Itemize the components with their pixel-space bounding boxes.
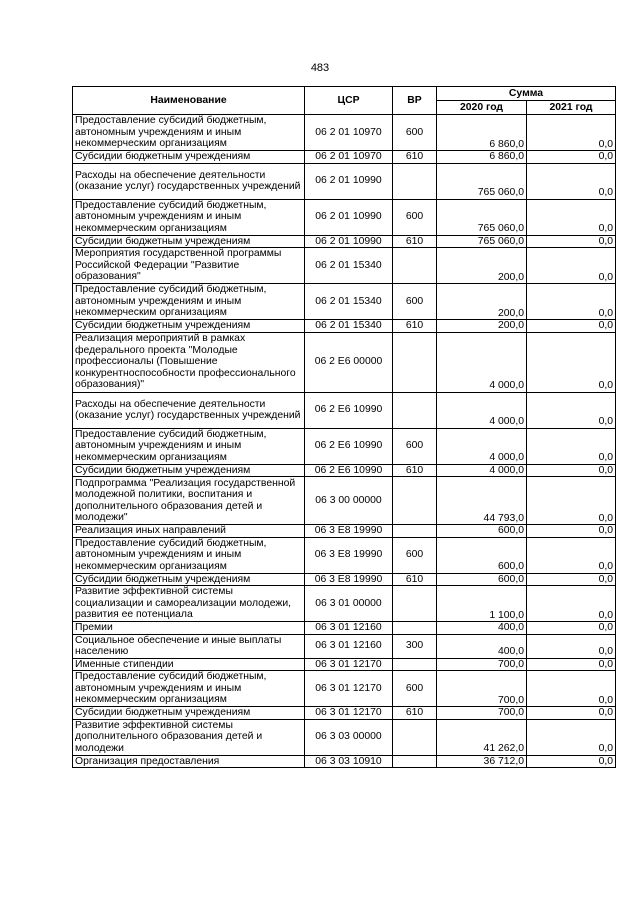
row-code-cell: 06 2 E6 10990 bbox=[305, 464, 393, 477]
table-row bbox=[73, 573, 616, 586]
row-amount-2020-cell: 6 860,0 bbox=[437, 151, 527, 164]
row-amount-2020-cell: 6 860,0 bbox=[437, 115, 527, 151]
table-row bbox=[73, 199, 616, 235]
row-amount-2020-cell: 765 060,0 bbox=[437, 199, 527, 235]
row-vr-cell bbox=[393, 622, 437, 635]
row-name-cell: Расходы на обеспечение деятельности (оказание услуг) государственных учреждений bbox=[73, 163, 305, 199]
row-amount-2020-cell: 700,0 bbox=[437, 707, 527, 720]
table-row bbox=[73, 151, 616, 164]
row-name-cell: Предоставление субсидий бюджетным, автономным учреждениям и иным некоммерческим организациям bbox=[73, 537, 305, 573]
row-vr-cell: 600 bbox=[393, 199, 437, 235]
header-code: ЦСР bbox=[305, 87, 393, 115]
row-name-cell: Премии bbox=[73, 622, 305, 635]
row-vr-cell: 610 bbox=[393, 573, 437, 586]
row-code-cell: 06 3 01 00000 bbox=[305, 586, 393, 622]
row-name-cell: Субсидии бюджетным учреждениям bbox=[73, 320, 305, 333]
row-name-cell: Расходы на обеспечение деятельности (оказание услуг) государственных учреждений bbox=[73, 392, 305, 428]
row-vr-cell bbox=[393, 332, 437, 392]
row-name-cell: Субсидии бюджетным учреждениям bbox=[73, 151, 305, 164]
table-row bbox=[73, 428, 616, 464]
row-code-cell: 06 2 01 10990 bbox=[305, 235, 393, 248]
row-amount-2020-cell: 700,0 bbox=[437, 671, 527, 707]
row-vr-cell: 600 bbox=[393, 671, 437, 707]
row-amount-2021-cell: 0,0 bbox=[527, 284, 616, 320]
row-code-cell: 06 2 E6 00000 bbox=[305, 332, 393, 392]
row-vr-cell: 600 bbox=[393, 115, 437, 151]
row-amount-2021-cell: 0,0 bbox=[527, 115, 616, 151]
row-vr-cell bbox=[393, 477, 437, 525]
row-name-cell: Реализация иных направлений bbox=[73, 525, 305, 538]
row-amount-2021-cell: 0,0 bbox=[527, 151, 616, 164]
row-vr-cell: 600 bbox=[393, 537, 437, 573]
row-vr-cell bbox=[393, 392, 437, 428]
header-year-2021: 2021 год bbox=[527, 101, 616, 115]
row-name-cell: Предоставление субсидий бюджетным, автономным учреждениям и иным некоммерческим организациям bbox=[73, 115, 305, 151]
row-amount-2020-cell: 600,0 bbox=[437, 573, 527, 586]
row-amount-2020-cell: 4 000,0 bbox=[437, 428, 527, 464]
row-amount-2021-cell: 0,0 bbox=[527, 477, 616, 525]
row-vr-cell bbox=[393, 163, 437, 199]
table-row bbox=[73, 719, 616, 755]
row-code-cell: 06 2 01 10970 bbox=[305, 151, 393, 164]
row-amount-2020-cell: 765 060,0 bbox=[437, 163, 527, 199]
row-amount-2020-cell: 600,0 bbox=[437, 537, 527, 573]
row-amount-2021-cell: 0,0 bbox=[527, 573, 616, 586]
row-code-cell: 06 2 01 15340 bbox=[305, 248, 393, 284]
row-amount-2020-cell: 1 100,0 bbox=[437, 586, 527, 622]
row-code-cell: 06 3 01 12170 bbox=[305, 671, 393, 707]
row-amount-2020-cell: 200,0 bbox=[437, 284, 527, 320]
row-vr-cell: 300 bbox=[393, 634, 437, 658]
row-amount-2020-cell: 4 000,0 bbox=[437, 464, 527, 477]
row-amount-2021-cell: 0,0 bbox=[527, 622, 616, 635]
row-amount-2021-cell: 0,0 bbox=[527, 235, 616, 248]
header-year-2020: 2020 год bbox=[437, 101, 527, 115]
row-code-cell: 06 3 03 00000 bbox=[305, 719, 393, 755]
row-amount-2021-cell: 0,0 bbox=[527, 719, 616, 755]
table-row bbox=[73, 622, 616, 635]
row-amount-2021-cell: 0,0 bbox=[527, 671, 616, 707]
table-row bbox=[73, 525, 616, 538]
row-name-cell: Развитие эффективной системы дополнительного образования детей и молодежи bbox=[73, 719, 305, 755]
row-name-cell: Реализация мероприятий в рамках федерального проекта "Молодые профессионалы (Повышение конкурентноспособности профессионального образования)" bbox=[73, 332, 305, 392]
row-code-cell: 06 3 01 12160 bbox=[305, 622, 393, 635]
row-vr-cell bbox=[393, 658, 437, 671]
row-name-cell: Развитие эффективной системы социализации и самореализации молодежи, развития ее потенциала bbox=[73, 586, 305, 622]
table-row bbox=[73, 320, 616, 333]
row-vr-cell: 610 bbox=[393, 320, 437, 333]
row-vr-cell: 610 bbox=[393, 707, 437, 720]
row-name-cell: Социальное обеспечение и иные выплаты населению bbox=[73, 634, 305, 658]
row-amount-2021-cell: 0,0 bbox=[527, 428, 616, 464]
row-amount-2021-cell: 0,0 bbox=[527, 707, 616, 720]
row-code-cell: 06 2 01 15340 bbox=[305, 284, 393, 320]
row-vr-cell bbox=[393, 719, 437, 755]
row-amount-2021-cell: 0,0 bbox=[527, 332, 616, 392]
table-row bbox=[73, 115, 616, 151]
table-row bbox=[73, 537, 616, 573]
row-code-cell: 06 3 03 10910 bbox=[305, 755, 393, 768]
row-code-cell: 06 3 01 12160 bbox=[305, 634, 393, 658]
header-vr: ВР bbox=[393, 87, 437, 115]
table-row bbox=[73, 477, 616, 525]
row-amount-2021-cell: 0,0 bbox=[527, 464, 616, 477]
row-amount-2020-cell: 400,0 bbox=[437, 634, 527, 658]
row-amount-2020-cell: 41 262,0 bbox=[437, 719, 527, 755]
row-name-cell: Организация предоставления bbox=[73, 755, 305, 768]
row-vr-cell bbox=[393, 248, 437, 284]
table-row bbox=[73, 332, 616, 392]
row-amount-2021-cell: 0,0 bbox=[527, 199, 616, 235]
row-code-cell: 06 2 01 10990 bbox=[305, 199, 393, 235]
table-row bbox=[73, 671, 616, 707]
row-vr-cell: 610 bbox=[393, 464, 437, 477]
row-name-cell: Предоставление субсидий бюджетным, автономным учреждениям и иным некоммерческим организациям bbox=[73, 284, 305, 320]
row-name-cell: Подпрограмма "Реализация государственной молодежной политики, воспитания и дополнительного образования детей и молодежи" bbox=[73, 477, 305, 525]
row-name-cell: Мероприятия государственной программы Российской Федерации "Развитие образования" bbox=[73, 248, 305, 284]
table-row bbox=[73, 284, 616, 320]
row-name-cell: Предоставление субсидий бюджетным, автономным учреждениям и иным некоммерческим организациям bbox=[73, 428, 305, 464]
table-row bbox=[73, 634, 616, 658]
row-vr-cell: 600 bbox=[393, 428, 437, 464]
row-vr-cell: 610 bbox=[393, 151, 437, 164]
table-row bbox=[73, 248, 616, 284]
row-amount-2020-cell: 200,0 bbox=[437, 248, 527, 284]
row-amount-2021-cell: 0,0 bbox=[527, 392, 616, 428]
table-row bbox=[73, 586, 616, 622]
table-row bbox=[73, 163, 616, 199]
row-name-cell: Субсидии бюджетным учреждениям bbox=[73, 707, 305, 720]
row-amount-2020-cell: 44 793,0 bbox=[437, 477, 527, 525]
row-amount-2021-cell: 0,0 bbox=[527, 658, 616, 671]
row-code-cell: 06 2 01 10990 bbox=[305, 163, 393, 199]
row-code-cell: 06 2 01 15340 bbox=[305, 320, 393, 333]
page-number: 483 bbox=[310, 62, 330, 74]
row-amount-2020-cell: 600,0 bbox=[437, 525, 527, 538]
row-amount-2021-cell: 0,0 bbox=[527, 248, 616, 284]
row-amount-2021-cell: 0,0 bbox=[527, 755, 616, 768]
row-amount-2020-cell: 36 712,0 bbox=[437, 755, 527, 768]
row-vr-cell bbox=[393, 586, 437, 622]
row-amount-2020-cell: 400,0 bbox=[437, 622, 527, 635]
row-vr-cell bbox=[393, 755, 437, 768]
row-amount-2021-cell: 0,0 bbox=[527, 537, 616, 573]
row-amount-2021-cell: 0,0 bbox=[527, 586, 616, 622]
row-code-cell: 06 2 E6 10990 bbox=[305, 392, 393, 428]
row-code-cell: 06 2 01 10970 bbox=[305, 115, 393, 151]
table-row bbox=[73, 392, 616, 428]
row-code-cell: 06 3 E8 19990 bbox=[305, 525, 393, 538]
row-name-cell: Субсидии бюджетным учреждениям bbox=[73, 235, 305, 248]
row-amount-2020-cell: 4 000,0 bbox=[437, 332, 527, 392]
table-body bbox=[73, 115, 616, 768]
row-amount-2021-cell: 0,0 bbox=[527, 525, 616, 538]
header-name: Наименование bbox=[73, 87, 305, 115]
table-row bbox=[73, 235, 616, 248]
row-vr-cell: 610 bbox=[393, 235, 437, 248]
row-amount-2020-cell: 700,0 bbox=[437, 658, 527, 671]
row-code-cell: 06 3 01 12170 bbox=[305, 658, 393, 671]
row-amount-2020-cell: 200,0 bbox=[437, 320, 527, 333]
row-code-cell: 06 3 E8 19990 bbox=[305, 573, 393, 586]
header-sum: Сумма bbox=[437, 87, 616, 101]
row-code-cell: 06 2 E6 10990 bbox=[305, 428, 393, 464]
row-amount-2021-cell: 0,0 bbox=[527, 163, 616, 199]
table-row bbox=[73, 658, 616, 671]
row-amount-2021-cell: 0,0 bbox=[527, 320, 616, 333]
table-row bbox=[73, 707, 616, 720]
row-code-cell: 06 3 01 12170 bbox=[305, 707, 393, 720]
row-amount-2020-cell: 765 060,0 bbox=[437, 235, 527, 248]
row-amount-2020-cell: 4 000,0 bbox=[437, 392, 527, 428]
row-vr-cell: 600 bbox=[393, 284, 437, 320]
row-name-cell: Именные стипендии bbox=[73, 658, 305, 671]
row-name-cell: Субсидии бюджетным учреждениям bbox=[73, 573, 305, 586]
row-code-cell: 06 3 00 00000 bbox=[305, 477, 393, 525]
row-name-cell: Предоставление субсидий бюджетным, автономным учреждениям и иным некоммерческим организациям bbox=[73, 199, 305, 235]
row-amount-2021-cell: 0,0 bbox=[527, 634, 616, 658]
row-code-cell: 06 3 E8 19990 bbox=[305, 537, 393, 573]
table-row bbox=[73, 464, 616, 477]
row-name-cell: Субсидии бюджетным учреждениям bbox=[73, 464, 305, 477]
row-vr-cell bbox=[393, 525, 437, 538]
budget-table bbox=[72, 86, 616, 768]
table-row bbox=[73, 755, 616, 768]
row-name-cell: Предоставление субсидий бюджетным, автономным учреждениям и иным некоммерческим организациям bbox=[73, 671, 305, 707]
